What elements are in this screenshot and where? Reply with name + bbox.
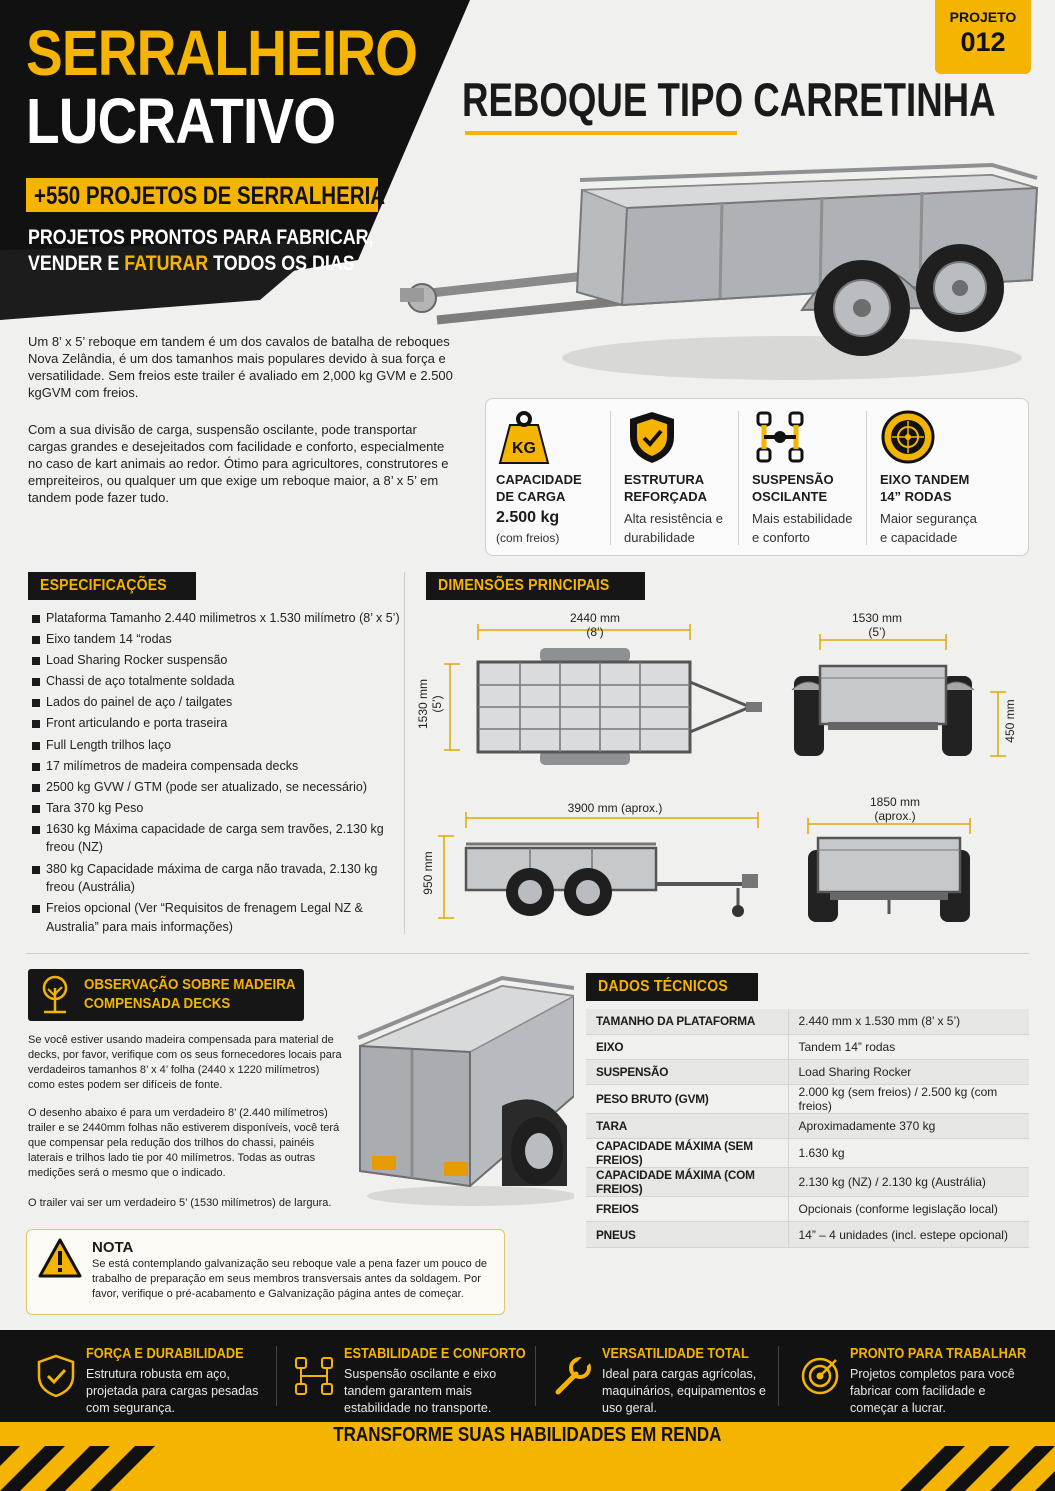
shield-check-icon xyxy=(36,1354,76,1398)
top-width-label: 1530 mm (5’) xyxy=(416,678,444,730)
note-text: Se está contemplando galvanização seu reboque vale a pena fazer um pouco de trabalho de preparação em seus membros transversais antes da soldagem. Por favor, verifique o pré-acabamento e Galvanização página antes de começar. xyxy=(92,1258,488,1300)
tech-data-row xyxy=(586,1114,1029,1139)
side-length-label: 3900 mm (aprox.) xyxy=(567,801,663,815)
feature-desc: Maior segurança e capacidade xyxy=(880,511,977,545)
tech-data-row xyxy=(586,1034,1029,1059)
tech-data-heading: DADOS TÉCNICOS xyxy=(586,973,758,1001)
tech-data-table xyxy=(586,1009,1029,1248)
tech-data-key: TARA xyxy=(586,1114,788,1139)
tech-data-row xyxy=(586,1197,1029,1222)
observation-title: OBSERVAÇÃO SOBRE MADEIRA COMPENSADA DECKS xyxy=(84,977,296,1012)
tech-data-key: PNEUS xyxy=(586,1222,788,1247)
spec-item: Tara 370 kg Peso xyxy=(30,799,400,818)
spec-item: 2500 kg GVW / GTM (pode ser atualizado, se necessário) xyxy=(30,778,400,797)
warning-icon xyxy=(38,1238,82,1278)
page-title: REBOQUE TIPO CARRETINHA xyxy=(462,73,996,126)
feature-value: 2.500 kg xyxy=(496,509,560,526)
spec-item: Full Length trilhos laço xyxy=(30,736,400,755)
tech-data-key: EIXO xyxy=(586,1034,788,1059)
tech-data-value: Opcionais (conforme legislação local) xyxy=(788,1197,1029,1222)
tagline-line-1: PROJETOS PRONTOS PARA FABRICAR, xyxy=(28,226,374,249)
spec-item: 17 milímetros de madeira compensada decks xyxy=(30,757,400,776)
tech-data-row xyxy=(586,1009,1029,1034)
footer-slogan: TRANSFORME SUAS HABILIDADES EM RENDA xyxy=(333,1424,722,1446)
tree-icon xyxy=(36,974,74,1014)
section-divider xyxy=(404,572,405,934)
tech-data-key: FREIOS xyxy=(586,1197,788,1222)
tech-data-value: 2.440 mm x 1.530 mm (8’ x 5’) xyxy=(788,1009,1029,1034)
tech-data-row xyxy=(586,1168,1029,1197)
intro-paragraph-2: Com a sua divisão de carga, suspensão oscilante, pode transportar cargas grandes e desejeitados com facilidade e conforto, especialmente no caso de kart animais ao redor. Ótimo para agricultores, construtores e empreiteiros, ou qualquer um que exige um reboque maior, a 8’ x 5’ em tandem pode fazer tudo. xyxy=(28,422,449,505)
benefit-desc: Suspensão oscilante e eixo tandem garantem mais estabilidade no transporte. xyxy=(344,1367,497,1415)
feature-title: SUSPENSÃO OSCILANTE xyxy=(752,472,834,504)
side-height-label: 950 mm xyxy=(421,851,435,895)
tech-data-key: CAPACIDADE MÁXIMA (COM FREIOS) xyxy=(586,1168,788,1197)
project-label: PROJETO xyxy=(949,9,1017,25)
observation-paragraph-2: O desenho abaixo é para um verdadeiro 8’ (2.440 milímetros) trailer e se 2440mm folhas não estiverem disponíveis, você terá que compensar pela redução dos trilhos do chassi, painéis laterais e trilhos lado tie por 40 milímetros. Todas as outras medições será o mesmo que o indicado. xyxy=(28,1107,340,1179)
benefit-desc: Ideal para cargas agrícolas, maquinários, equipamentos e uso geral. xyxy=(602,1367,766,1415)
wheel-icon xyxy=(880,409,936,465)
feature-note: (com freios) xyxy=(496,531,560,545)
benefit-desc: Projetos completos para você fabricar com facilidade e começar a lucrar. xyxy=(850,1367,1015,1415)
benefit-title: PRONTO PARA TRABALHAR xyxy=(850,1346,1027,1362)
benefit-title: FORÇA E DURABILIDADE xyxy=(86,1346,244,1362)
tagline-highlight: FATURAR xyxy=(124,252,209,275)
spec-item: Eixo tandem 14 “rodas xyxy=(30,630,400,649)
tech-data-value: 2.000 kg (sem freios) / 2.500 kg (com freios) xyxy=(788,1085,1029,1114)
weight-kg-icon xyxy=(496,409,552,465)
hazard-stripes-left xyxy=(0,1446,210,1491)
project-badge xyxy=(935,0,1031,74)
rear-width-label: 1530 mm (5’) xyxy=(851,611,903,639)
spec-item: Chassi de aço totalmente soldada xyxy=(30,672,400,691)
target-icon xyxy=(800,1354,840,1398)
trailer-hero-image xyxy=(392,160,1042,390)
shield-icon xyxy=(624,409,680,465)
feature-title: ESTRUTURA REFORÇADA xyxy=(624,472,708,504)
observation-paragraph-1: Se você estiver usando madeira compensada para material de decks, por favor, verifique com os seus fornecedores locais para verdadeiros tamanhos 8’ x 4’ folha (2440 x 1220 milímetros) como estes podem ser difíceis de fonte. xyxy=(28,1034,342,1091)
feature-capacity xyxy=(486,399,614,557)
side-view-drawing xyxy=(420,800,790,930)
tech-data-row xyxy=(586,1139,1029,1168)
spec-item: 1630 kg Máxima capacidade de carga sem travões, 2.130 kg freou (NZ) xyxy=(30,820,400,857)
dimensions-heading: DIMENSÕES PRINCIPAIS xyxy=(426,572,645,600)
title-underline xyxy=(465,131,737,135)
section-divider xyxy=(26,953,1029,954)
front-view-drawing xyxy=(790,810,990,930)
spec-item: Lados do painel de aço / tailgates xyxy=(30,693,400,712)
tech-data-row xyxy=(586,1222,1029,1247)
benefit-title: VERSATILIDADE TOTAL xyxy=(602,1346,749,1362)
projects-count: +550 PROJETOS DE SERRALHERIA xyxy=(34,182,386,210)
tagline-line-2: VENDER E FATURAR TODOS OS DIAS xyxy=(28,252,355,275)
tech-data-value: 14” – 4 unidades (incl. estepe opcional) xyxy=(788,1222,1029,1247)
intro-paragraph-1: Um 8’ x 5’ reboque em tandem é um dos cavalos de batalha de reboques Nova Zelândia, é um dos tamanhos mais populares devido à sua força e versatilidade. Sem freios este trailer é avaliado em 2,000 kg GVM e 2.500 kgGVM com freios. xyxy=(28,334,453,400)
observation-paragraph-3: O trailer vai ser um verdadeiro 5’ (1530 milímetros) de largura. xyxy=(28,1197,332,1209)
top-length-label: 2440 mm (8’) xyxy=(569,611,621,639)
tech-data-value: Load Sharing Rocker xyxy=(788,1059,1029,1084)
feature-title: EIXO TANDEM 14” RODAS xyxy=(880,472,970,504)
specs-heading: ESPECIFICAÇÕES xyxy=(28,572,196,600)
specs-list xyxy=(30,609,400,939)
spec-item: Freios opcional (Ver “Requisitos de frenagem Legal NZ & Australia” para mais informações) xyxy=(30,899,400,936)
rear-height-label: 450 mm xyxy=(1003,699,1017,743)
feature-desc: Mais estabilidade e conforto xyxy=(752,511,853,545)
feature-structure xyxy=(614,399,742,557)
benefit-title: ESTABILIDADE E CONFORTO xyxy=(344,1346,526,1362)
feature-axle xyxy=(870,399,998,557)
kg-label: KG xyxy=(512,440,536,457)
tech-data-key: SUSPENSÃO xyxy=(586,1059,788,1084)
tech-data-key: CAPACIDADE MÁXIMA (SEM FREIOS) xyxy=(586,1139,788,1168)
wrench-icon xyxy=(552,1354,592,1398)
features-panel xyxy=(485,398,1029,556)
front-width-label: 1850 mm (aprox.) xyxy=(869,795,921,823)
trailer-rear-image xyxy=(352,976,574,1208)
feature-desc: Alta resistência e durabilidade xyxy=(624,511,723,545)
tech-data-key: PESO BRUTO (GVM) xyxy=(586,1085,788,1114)
feature-suspension xyxy=(742,399,870,557)
brand-line-1: SERRALHEIRO xyxy=(26,17,418,89)
tech-data-row xyxy=(586,1059,1029,1084)
brand-line-2: LUCRATIVO xyxy=(26,85,336,157)
tech-data-value: Tandem 14” rodas xyxy=(788,1034,1029,1059)
spec-item: Load Sharing Rocker suspensão xyxy=(30,651,400,670)
tech-data-value: 2.130 kg (NZ) / 2.130 kg (Austrália) xyxy=(788,1168,1029,1197)
tech-data-value: Aproximadamente 370 kg xyxy=(788,1114,1029,1139)
tech-data-key: TAMANHO DA PLATAFORMA xyxy=(586,1009,788,1034)
project-number: 012 xyxy=(960,27,1006,57)
tech-data-row xyxy=(586,1085,1029,1114)
rear-view-drawing xyxy=(780,620,1020,765)
suspension-icon xyxy=(752,409,808,465)
feature-title: CAPACIDADE DE CARGA xyxy=(496,472,582,504)
spec-item: 380 kg Capacidade máxima de carga não travada, 2.130 kg freou (Austrália) xyxy=(30,860,400,897)
axle-icon xyxy=(294,1354,334,1398)
tech-data-value: 1.630 kg xyxy=(788,1139,1029,1168)
hazard-stripes-right xyxy=(845,1446,1055,1491)
note-title: NOTA xyxy=(92,1239,134,1256)
spec-item: Front articulando e porta traseira xyxy=(30,714,400,733)
benefit-desc: Estrutura robusta em aço, projetada para cargas pesadas com segurança. xyxy=(86,1367,259,1415)
spec-item: Plataforma Tamanho 2.440 milimetros x 1.530 milímetro (8’ x 5’) xyxy=(30,609,400,628)
